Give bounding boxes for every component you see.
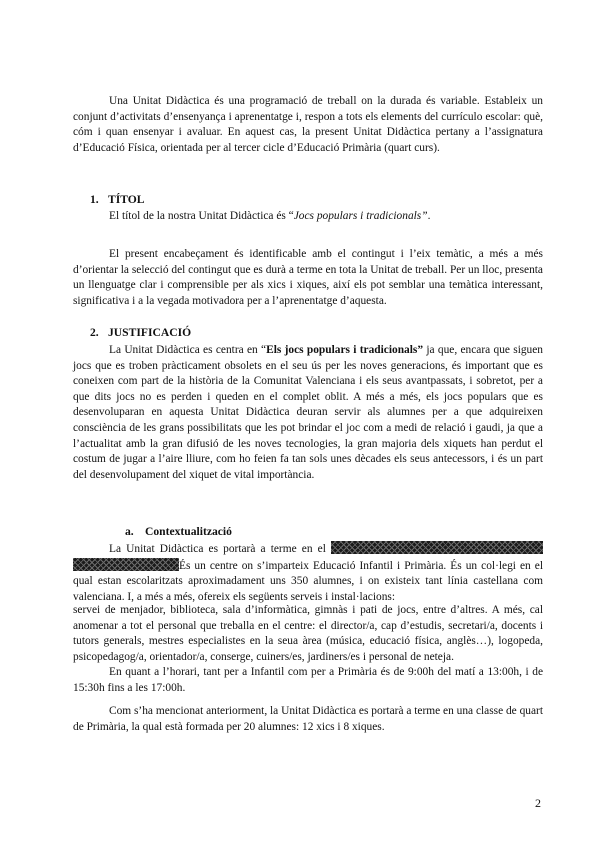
title-statement	[109, 209, 529, 225]
title-statement-pre: El títol de la nostra Unitat Didàctica és “	[109, 210, 294, 222]
section-1-heading	[90, 193, 145, 206]
justification-paragraph	[73, 343, 543, 483]
justification-post: ja que, encara que siguen jocs que es troben pràcticament obsolets en el seu ús per les noves generacions, és important que es coneixen com part de la història de la Comunitat Valenciana i els seus avantpassats, i sobretot, per a que dits jocs no es perden i queden en el complet oblit. A més a més, els jocs populars que es desenvoluparan en aquesta Unitat Didàctica deuran servir als alumnes per a que adquireixen consciència de les grans possibilitats que les pot brindar el joc com a medi de relació i gaudi, ja que a l’actualitat amb la gran difusió de les noves tecnologies, la gran majoria dels xiquets han perdut el costum de jugar a l’aire lliure, com ho feien fa tan sols unes dècades els seus antecessors, i és un part del desenvolupament del xiquet de vital importància.	[73, 344, 543, 481]
context-paragraph-4: Com s’ha mencionat anteriorment, la Unitat Didàctica es portarà a terme en una classe de quart de Primària, la qual està formada per 20 alumnes: 12 xics i 8 xiques.	[73, 705, 543, 733]
subsection-a-title: Contextualització	[145, 525, 232, 538]
section-1-number: 1.	[90, 193, 99, 206]
page-number: 2	[535, 796, 541, 810]
section-2-heading	[90, 326, 191, 339]
redaction-block	[73, 558, 179, 571]
context-p1-pre: La Unitat Didàctica es portarà a terme en el	[109, 543, 331, 555]
subsection-a-heading	[125, 525, 232, 538]
redaction-block	[331, 541, 543, 554]
justification-pre: La Unitat Didàctica es centra en “	[109, 344, 267, 356]
justification-bold: Els jocs populars i tradicionals”	[266, 344, 424, 356]
title-statement-post: .	[427, 210, 431, 222]
title-paragraph: El present encabeçament és identificable amb el contingut i l’eix temàtic, a més a més d’orientar la selecció del contingut que es durà a terme en tota la Unitat de treball. Per un lloc, presenta un llenguatge clar i comprensible per als xics i xiques, així els pot semblar una temàtica interessant, significativa i a la vegada motivadora per a l’aprenentatge d’aquesta.	[73, 248, 543, 307]
title-statement-emphasis: Jocs populars i tradicionals”	[293, 210, 428, 222]
section-2-number: 2.	[90, 326, 99, 339]
intro-paragraph: Una Unitat Didàctica és una programació de treball on la durada és variable. Estableix un conjunt d’activitats d’ensenyança i aprenentatge i, respon a tots els elements del currículo escolar: què, cóm i quan ensenyar i avaluar. En aquest cas, la present Unitat Didàctica pertany a l’assignatura d’Educació Física, orientada per al tercer cicle d’Educació Primària (quart curs).	[73, 95, 543, 154]
context-paragraph-1	[73, 541, 543, 605]
subsection-a-number: a.	[125, 525, 134, 538]
context-paragraph-3: En quant a l’horari, tant per a Infantil com per a Primària és de 9:00h del matí a 13:00h, i de 15:30h fins a les 17:00h.	[73, 666, 543, 694]
context-p1-post: És un centre on s’imparteix Educació Infantil i Primària. És un col·legi en el qual estan escolaritzats aproximadament uns 350 alumnes, i on existeix tant línia castellana com valenciana. I, a més a més, ofereix els següents serveis i instal·lacions:	[73, 559, 543, 603]
context-paragraph-2: servei de menjador, biblioteca, sala d’informàtica, gimnàs i pati de jocs, entre d’altres. A més, cal anomenar a tot el personal que treballa en el centre: el director/a, cap d’estudis, secretari/a, docents i tutors generals, mestres especialistes en la seua àrea (música, educació física, anglès…), logopeda, psicopedagog/a, orientador/a, conserge, cuiners/es, jardiners/es i personal de neteja.	[73, 604, 543, 663]
section-1-title: TÍTOL	[108, 193, 145, 206]
section-2-title: JUSTIFICACIÓ	[108, 326, 192, 339]
